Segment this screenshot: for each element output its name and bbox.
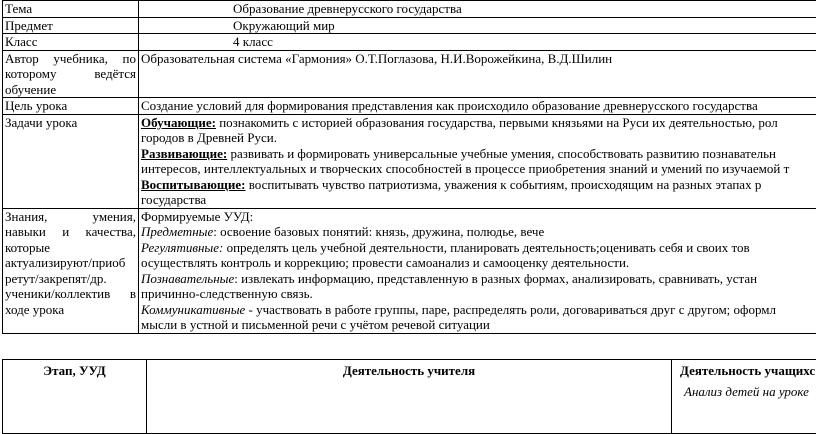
table-row: [3, 50, 816, 98]
goal-value: Создание условий для формирования представления как происходило образование древнерусского государства: [139, 98, 816, 115]
table-row: [3, 208, 816, 333]
teacher-activity-header: Деятельность учителя: [147, 360, 672, 434]
uud-subj-text: : освоение базовых понятий: князь, дружина, полюдье, вече: [213, 224, 544, 239]
tasks-label: Задачи урока: [3, 114, 139, 208]
uud-com-head: Коммуникативные: [141, 302, 245, 317]
skills-label-line: ходе урока: [5, 302, 136, 318]
uud-com-line: мысли в устной и письменной речи с учётом речевой ситуации: [141, 317, 816, 333]
uud-cog-text: : извлекать информацию, представленную в разных формах, анализировать, сравнивать, устан: [234, 271, 757, 286]
student-activity-header: Деятельность учащихс: [672, 360, 816, 434]
tasks-edu-head: Обучающие:: [141, 115, 216, 130]
uud-reg-line: [141, 240, 816, 256]
tasks-up-line: [141, 177, 816, 193]
tasks-edu-line: городов в Древней Руси.: [141, 130, 816, 146]
author-label-line: Автор учебника, по: [5, 51, 136, 67]
topic-value: Образование древнерусского государства: [139, 1, 816, 18]
uud-cog-line: причинно-следственную связь.: [141, 286, 816, 302]
uud-reg-line: осуществлять контроль и коррекцию; провести самоанализ и самооценку деятельности.: [141, 255, 816, 271]
table-row: [3, 98, 816, 115]
tasks-edu-text: познакомить с историей образования государства, первыми князьями на Руси их деятельностью, рол: [216, 115, 778, 130]
skills-label-line: которые: [5, 240, 136, 256]
class-label: Класс: [3, 34, 139, 51]
tasks-up-head: Воспитывающие:: [141, 177, 245, 192]
uud-value: [139, 208, 816, 333]
uud-head: Формируемые УУД:: [141, 209, 816, 225]
subject-label: Предмет: [3, 17, 139, 34]
tasks-up-line: государства: [141, 192, 816, 208]
uud-reg-text: определять цель учебной деятельности, планировать деятельность;оценивать себя и своих тов: [223, 240, 749, 255]
author-label-line: которому ведётся: [5, 66, 136, 82]
skills-label-line: ученики/коллектив в: [5, 286, 136, 302]
uud-reg-head: Регулятивные:: [141, 240, 223, 255]
author-label-line: обучение: [5, 82, 136, 98]
uud-subj-head: Предметные: [141, 224, 213, 239]
subject-value: Окружающий мир: [139, 17, 816, 34]
tasks-dev-line: интересов, интеллектуальных и творческих способностей в процессе приобретения знаний и умений по изучаемой т: [141, 161, 816, 177]
uud-com-text: - участвовать в работе группы, паре, распределять роли, договариваться друг с другом; оформл: [245, 302, 776, 317]
class-value: 4 класс: [139, 34, 816, 51]
tasks-edu-line: [141, 115, 816, 131]
tasks-dev-head: Развивающие:: [141, 146, 227, 161]
table-row: [3, 114, 816, 208]
tasks-dev-line: [141, 146, 816, 162]
skills-label-line: навыки и качества,: [5, 224, 136, 240]
student-analysis-note: Анализ детей на уроке: [684, 384, 809, 400]
skills-label: [3, 208, 139, 333]
skills-label-line: ретут/закрепят/др.: [5, 271, 136, 287]
author-value: Образовательная система «Гармония» О.Т.Поглазова, Н.И.Ворожейкина, В.Д.Шилин: [139, 50, 816, 98]
lesson-info-table: [2, 0, 816, 334]
tasks-value: [139, 114, 816, 208]
topic-label: Тема: [3, 1, 139, 18]
table-row: [3, 34, 816, 51]
uud-subj-line: [141, 224, 816, 240]
uud-com-line: [141, 302, 816, 318]
tasks-up-text: воспитывать чувство патриотизма, уважения к событиям, происходящим на разных этапах р: [245, 177, 761, 192]
uud-cog-head: Познавательные: [141, 271, 234, 286]
goal-label: Цель урока: [3, 98, 139, 115]
table-row: [3, 1, 816, 18]
stage-header: Этап, УУД: [3, 360, 147, 434]
tasks-dev-text: развивать и формировать универсальные учебные умения, способствовать развитию познавательн: [227, 146, 776, 161]
table-row: [3, 17, 816, 34]
skills-label-line: актуализируют/приоб: [5, 255, 136, 271]
uud-cog-line: [141, 271, 816, 287]
author-label: [3, 50, 139, 98]
skills-label-line: Знания, умения,: [5, 209, 136, 225]
